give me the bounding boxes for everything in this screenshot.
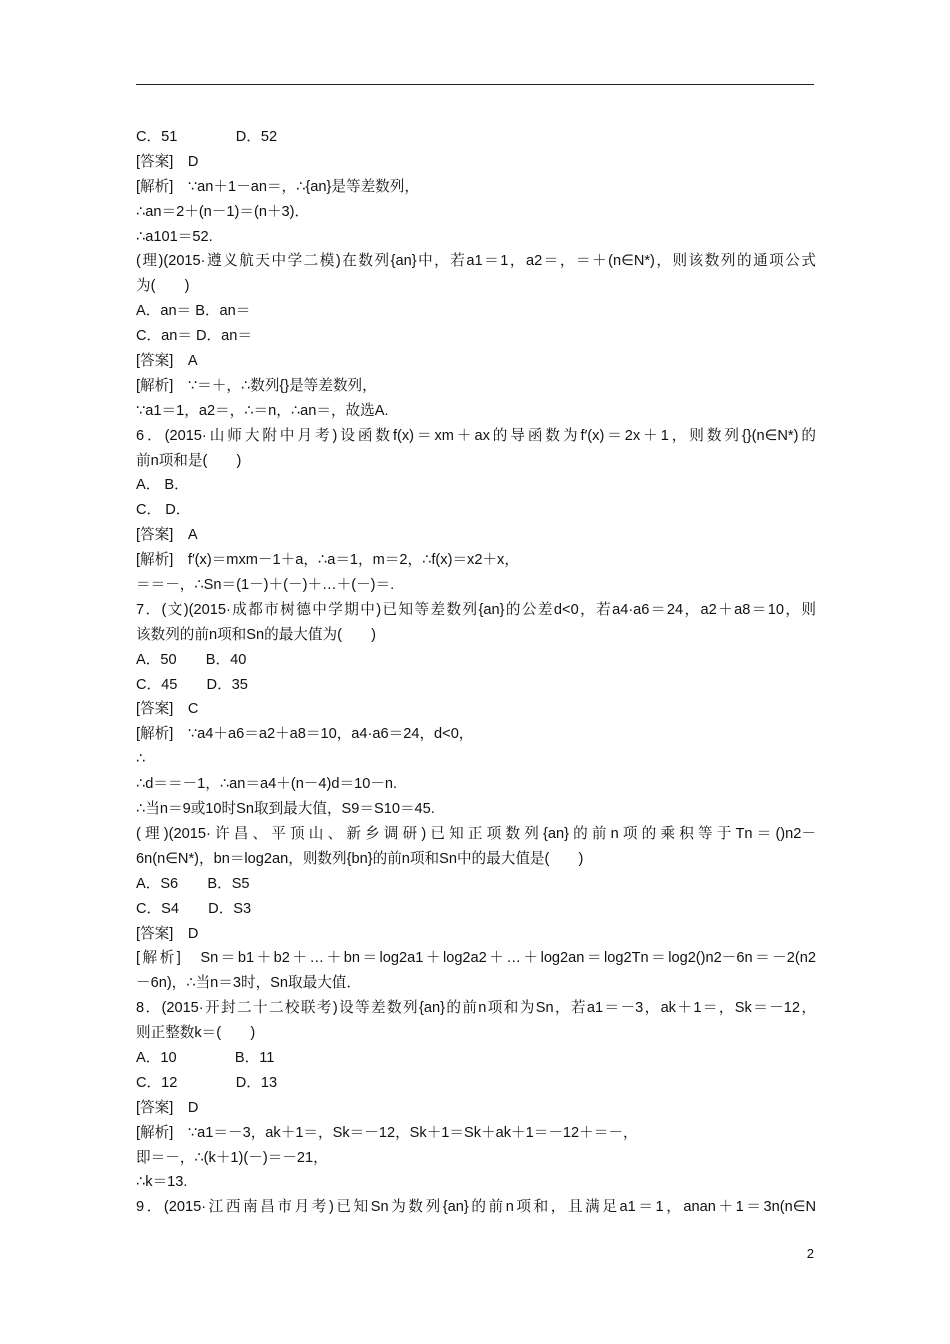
header-rule — [136, 84, 814, 85]
text-line: C．12 D．13 — [136, 1074, 278, 1091]
text-line: [解析] ∵a1＝－3，ak＋1＝，Sk＝－12，Sk＋1＝Sk＋ak＋1＝－12＋＝－， — [136, 1124, 638, 1141]
text-line: ∴an＝2＋(n－1)＝(n＋3)． — [136, 203, 310, 220]
text-line: [解析] ∵an＋1－an＝，∴{an}是等差数列， — [136, 178, 419, 195]
text-line: A．an＝ B．an＝ — [136, 303, 251, 320]
text-line: 即＝－，∴(k＋1)(－)＝－21， — [136, 1149, 328, 1166]
text-line: A．10 B．11 — [136, 1049, 275, 1066]
text-line: ＝＝－，∴Sn＝(1－)＋(－)＋…＋(－)＝. — [136, 577, 395, 594]
text-line: 6n(n∈N*)，bn＝log2an，则数列{bn}的前n项和Sn中的最大值是( ) — [136, 850, 584, 867]
text-line: C．an＝ D．an＝ — [136, 328, 252, 345]
text-line: C．51 D．52 — [136, 129, 278, 145]
text-line: A． B． — [136, 477, 189, 494]
text-line: ∴d＝＝－1，∴an＝a4＋(n－4)d＝10－n. — [136, 776, 398, 793]
text-line: 6．(2015·山师大附中月考)设函数f(x)＝xm＋ax的导函数为f′(x)＝2x＋1，则数列{}(n∈N*)的 — [136, 427, 816, 444]
text-line: ∴ — [136, 751, 146, 768]
text-line: [解析] ∵＝＋，∴数列{}是等差数列， — [136, 377, 377, 394]
text-line: [答案] D — [136, 925, 199, 942]
text-line: ∴a101＝52. — [136, 228, 213, 245]
text-line: 为( ) — [136, 278, 190, 295]
text-line: [解析] f′(x)＝mxm－1＋a，∴a＝1，m＝2，∴f(x)＝x2＋x， — [136, 552, 519, 569]
text-line: [答案] D — [136, 1099, 199, 1116]
text-line: 则正整数k＝( ) — [136, 1025, 256, 1042]
text-line: (理)(2015·许昌、平顶山、新乡调研)已知正项数列{an}的前n项的乘积等于Tn＝()n2－ — [136, 825, 816, 842]
text-line: C．S4 D．S3 — [136, 900, 252, 917]
document-body — [136, 125, 816, 1220]
text-line: [答案] C — [136, 701, 199, 718]
text-line: [答案] A — [136, 527, 198, 544]
text-line: (理)(2015·遵义航天中学二模)在数列{an}中，若a1＝1，a2＝，＝＋(n∈N*)，则该数列的通项公式 — [136, 253, 816, 270]
text-line: [解析] ∵a4＋a6＝a2＋a8＝10，a4·a6＝24，d<0， — [136, 726, 474, 743]
text-line: A．S6 B．S5 — [136, 875, 250, 892]
text-line: ∵a1＝1，a2＝，∴＝n，∴an＝，故选A. — [136, 402, 389, 419]
text-line: 7．(文)(2015·成都市树德中学期中)已知等差数列{an}的公差d<0，若a4·a6＝24，a2＋a8＝10，则 — [136, 601, 816, 618]
text-line: 8．(2015·开封二十二校联考)设等差数列{an}的前n项和为Sn，若a1＝－3，ak＋1＝，Sk＝－12， — [136, 1000, 816, 1017]
text-line: ∴k＝13. — [136, 1174, 188, 1191]
text-line: 该数列的前n项和Sn的最大值为( ) — [136, 626, 377, 643]
text-line: ∴当n＝9或10时Sn取到最大值，S9＝S10＝45. — [136, 801, 435, 818]
text-line: C． D． — [136, 502, 191, 519]
text-line: A．50 B．40 — [136, 651, 247, 668]
text-line: 前n项和是( ) — [136, 452, 242, 469]
text-line: [答案] A — [136, 353, 198, 370]
text-line: C．45 D．35 — [136, 676, 248, 693]
text-line: 9．(2015·江西南昌市月考)已知Sn为数列{an}的前n项和，且满足a1＝1，anan＋1＝3n(n∈N — [136, 1199, 816, 1216]
text-line: [答案] D — [136, 153, 199, 170]
text-line: [解析] Sn＝b1＋b2＋…＋bn＝log2a1＋log2a2＋…＋log2an＝log2Tn＝log2()n2－6n＝－2(n2 — [136, 950, 816, 967]
text-line: －6n)，∴当n＝3时，Sn取最大值． — [136, 975, 361, 992]
page-number: 2 — [806, 1246, 814, 1261]
